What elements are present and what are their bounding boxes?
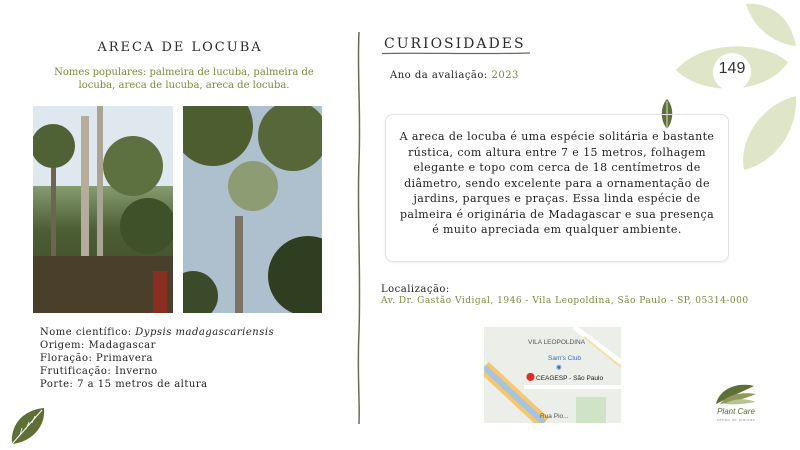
species-title: ARECA DE LOCUBA [97, 40, 263, 55]
location-label: Localização: [381, 284, 450, 295]
map-district: VILA LEOPOLDINA [528, 339, 586, 346]
fruiting: Frutificação: Inverno [40, 366, 158, 377]
evaluation-year-value: 2023 [491, 70, 519, 81]
map-pin-icon: ⬤ [526, 372, 535, 381]
species-details [40, 326, 274, 391]
page-divider [356, 32, 362, 424]
location-address: Av. Dr. Gastão Vidigal, 1946 - Vila Leopoldina, São Paulo - SP, 05314-000 [381, 296, 749, 306]
photo-palm-trunks [33, 106, 173, 313]
leaf-icon [8, 404, 48, 446]
evaluation-year: Ano da avaliação: 2023 [390, 70, 519, 81]
scientific-name: Nome científico: Dypsis madagascariensis [40, 327, 275, 338]
flowering: Floração: Primavera [40, 353, 153, 364]
decorative-leaves [672, 0, 800, 176]
popular-names: Nomes populares: palmeira de lucuba, palmeira de locuba, areca de lucuba, areca de locuba. [54, 67, 314, 91]
page-number: 149 [718, 60, 746, 77]
plant-care-logo-icon [712, 380, 758, 406]
brand-name: Plant Care [717, 407, 755, 416]
photo-palm-canopy [183, 106, 322, 313]
map-store: Sam's Club [548, 355, 582, 362]
size: Porte: 7 a 15 metros de altura [40, 379, 208, 390]
scientific-name-value: Dypsis madagascariensis [135, 327, 275, 338]
map-street: Rua Pio... [540, 413, 569, 420]
store-pin-icon: ◉ [556, 364, 562, 371]
origin: Origem: Madagascar [40, 340, 156, 351]
brand-tagline: censo de plantas [716, 417, 756, 422]
heading-underline [382, 52, 530, 55]
curiosities-heading: CURIOSIDADES [384, 36, 526, 52]
location-map[interactable] [484, 327, 621, 423]
curiosities-text: A areca de locuba é uma espécie solitária e bastante rústica, com altura entre 7 e 15 metros, folhagem elegante e topo com cerca de 18 centímetros de diâmetro, sendo excelente para a ornamentação de jardins, parques e praças. Essa linda espécie de palmeira é originária de Madagascar e sua presença é muito apreciada em qualquer ambiente. [399, 130, 715, 236]
map-pin-label: CEAGESP - São Paulo [536, 375, 604, 382]
